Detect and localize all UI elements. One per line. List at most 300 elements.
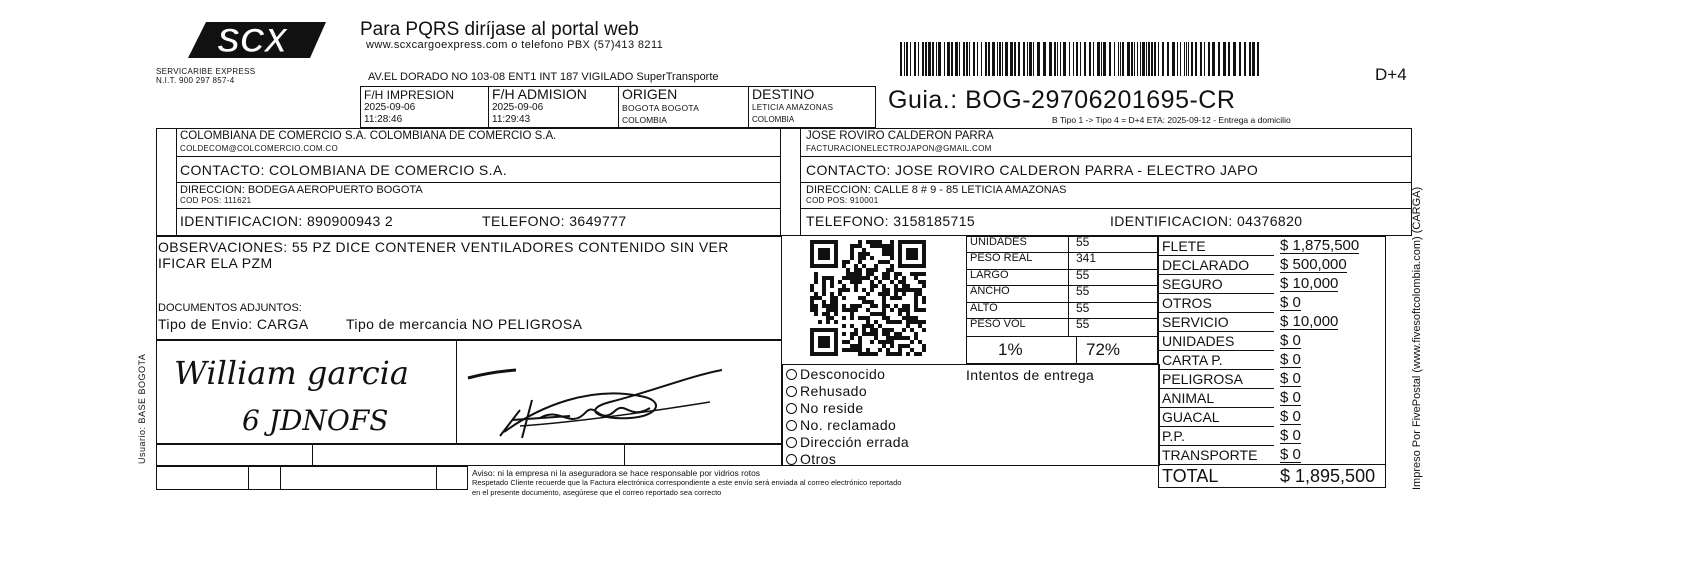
qr-module (814, 304, 818, 308)
qr-module (874, 328, 878, 332)
qr-module (906, 308, 910, 312)
qr-module (918, 324, 922, 328)
delivery-option[interactable] (786, 384, 867, 398)
qr-module (846, 276, 850, 280)
barcode-bar (1033, 42, 1034, 76)
charges-divider (1158, 312, 1274, 313)
qr-module (894, 272, 898, 276)
barcode-bar (922, 42, 924, 76)
qr-module (830, 300, 834, 304)
qr-module (858, 244, 862, 248)
barcode-bar (1037, 42, 1040, 76)
qr-module (878, 240, 882, 244)
measure-value: 341 (1076, 251, 1097, 265)
qr-module (890, 264, 894, 268)
barcode-bar (1002, 42, 1003, 76)
qr-module (886, 348, 890, 352)
qr-module (818, 320, 822, 324)
charge-value: $ 1,875,500 (1280, 237, 1360, 254)
qr-module (834, 320, 838, 324)
delivery-option[interactable] (786, 367, 885, 381)
barcode-bar (1093, 42, 1094, 76)
qr-module (850, 276, 854, 280)
qr-module (890, 336, 894, 340)
qr-module (830, 292, 834, 296)
total-value: $ 1,895,500 (1280, 466, 1376, 486)
qr-module (862, 252, 866, 256)
qr-module (898, 312, 902, 316)
qr-module (862, 296, 866, 300)
mercancia-type: Tipo de mercancia NO PELIGROSA (346, 316, 583, 332)
barcode-bar (936, 42, 937, 76)
qr-module (882, 312, 886, 316)
qr-module (850, 308, 854, 312)
qr-module (902, 308, 906, 312)
receiver-postal: COD POS: 910001 (806, 196, 879, 205)
envio-type: Tipo de Envio: CARGA (158, 316, 309, 332)
qr-module (858, 304, 862, 308)
qr-module (814, 292, 818, 296)
barcode-bar (1010, 42, 1013, 76)
qr-module (822, 288, 826, 292)
barcode-bar (1005, 42, 1008, 76)
barcode-bar (1023, 42, 1025, 76)
barcode-bar (928, 42, 931, 76)
barcode-bar (1177, 42, 1178, 76)
qr-module (886, 340, 890, 344)
qr-module (862, 352, 866, 356)
sender-email: COLDECOM@COLCOMERCIO.COM.CO (180, 144, 339, 153)
qr-module (898, 336, 902, 340)
qr-module (854, 304, 858, 308)
qr-module (834, 300, 838, 304)
qr-module (858, 268, 862, 272)
qr-module (870, 240, 874, 244)
qr-module (894, 276, 898, 280)
charges-divider (1158, 445, 1274, 446)
qr-module (902, 284, 906, 288)
barcode-bar (1118, 42, 1119, 76)
barcode-bar (1239, 42, 1241, 76)
documents-label: DOCUMENTOS ADJUNTOS: (158, 302, 302, 314)
qr-module (906, 316, 910, 320)
qr-module (910, 348, 914, 352)
qr-module (902, 288, 906, 292)
barcode-bar (1073, 42, 1074, 76)
barcode-bar (1080, 42, 1081, 76)
qr-module (834, 296, 838, 300)
info-origen-city: BOGOTA BOGOTA (622, 103, 700, 113)
qr-module (842, 304, 846, 308)
barcode-bar (959, 42, 960, 76)
company-address: AV.EL DORADO NO 103-08 ENT1 INT 187 VIGILADO SuperTransporte (368, 71, 719, 83)
qr-module (882, 288, 886, 292)
qr-module (878, 244, 882, 248)
barcode-bar (1233, 42, 1236, 76)
charge-value: $ 10,000 (1280, 313, 1339, 330)
qr-module (894, 352, 898, 356)
barcode-bar (944, 42, 945, 76)
qr-module (850, 332, 854, 336)
logo-text: SCX (217, 22, 287, 58)
qr-module (902, 280, 906, 284)
info-origen-title: ORIGEN (622, 86, 678, 102)
qr-module (874, 304, 878, 308)
qr-module (858, 296, 862, 300)
qr-module (874, 240, 878, 244)
signature-handwriting-2: 6 JDNOFS (242, 404, 389, 437)
barcode-bar (1223, 42, 1226, 76)
barcode-bar (1244, 42, 1246, 76)
qr-module (898, 288, 902, 292)
qr-module (858, 348, 862, 352)
qr-module (918, 280, 922, 284)
qr-module (890, 268, 894, 272)
info-destino-title: DESTINO (752, 86, 815, 102)
sender-id: IDENTIFICACION: 890900943 2 (180, 213, 394, 229)
qr-module (842, 316, 846, 320)
qr-module (886, 304, 890, 308)
qr-module (890, 340, 894, 344)
qr-module (906, 352, 910, 356)
barcode-bar (1195, 42, 1197, 76)
qr-module (874, 244, 878, 248)
qr-module (826, 304, 830, 308)
barcode-bar (988, 42, 990, 76)
charges-divider (1158, 407, 1274, 408)
barcode-bar (1200, 42, 1202, 76)
barcode-bar (904, 42, 905, 76)
qr-module (830, 280, 834, 284)
qr-module (906, 320, 910, 324)
charge-label: PELIGROSA (1162, 371, 1243, 387)
qr-finder (818, 336, 830, 348)
qr-module (898, 308, 902, 312)
receiver-contact: CONTACTO: JOSE ROVIRO CALDERON PARRA - ELECTRO JAPO (806, 162, 1259, 178)
qr-module (858, 280, 862, 284)
barcode-bar (1063, 42, 1066, 76)
qr-module (922, 300, 926, 304)
barcode-bar (1018, 42, 1020, 76)
qr-module (850, 244, 854, 248)
measure-label: ANCHO (970, 285, 1010, 297)
qr-module (830, 276, 834, 280)
qr-module (898, 344, 902, 348)
measure-label: UNIDADES (970, 236, 1027, 248)
barcode-bar (1142, 42, 1145, 76)
charge-label: SEGURO (1162, 276, 1223, 292)
qr-module (882, 328, 886, 332)
qr-module (922, 272, 926, 276)
footer-row-1 (156, 444, 782, 466)
measure-value: 55 (1076, 284, 1090, 298)
charge-value: $ 0 (1280, 332, 1301, 349)
measure-label: PESO REAL (970, 252, 1033, 264)
qr-module (826, 308, 830, 312)
charges-divider (1158, 388, 1274, 389)
qr-module (842, 276, 846, 280)
radio-circle-icon[interactable] (786, 369, 797, 380)
qr-module (870, 340, 874, 344)
qr-module (858, 256, 862, 260)
charges-divider (1158, 369, 1274, 370)
qr-module (870, 328, 874, 332)
receiver-phone: TELEFONO: 3158185715 (806, 213, 976, 229)
qr-module (866, 252, 870, 256)
qr-module (850, 280, 854, 284)
qr-module (866, 268, 870, 272)
qr-module (866, 276, 870, 280)
qr-module (842, 288, 846, 292)
qr-module (882, 276, 886, 280)
charge-value: $ 0 (1280, 294, 1301, 311)
qr-module (846, 340, 850, 344)
qr-module (854, 276, 858, 280)
qr-module (862, 256, 866, 260)
delivery-option-label: No reside (800, 400, 864, 416)
qr-module (906, 288, 910, 292)
qr-module (886, 272, 890, 276)
radio-circle-icon[interactable] (786, 386, 797, 397)
qr-module (810, 300, 814, 304)
barcode-bar (1134, 42, 1135, 76)
qr-module (882, 340, 886, 344)
barcode-bar (918, 42, 919, 76)
barcode-bar (1054, 42, 1056, 76)
barcode-bar (1188, 42, 1189, 76)
barcode-bar (1049, 42, 1052, 76)
qr-module (858, 252, 862, 256)
barcode-bar (1146, 42, 1147, 76)
qr-module (826, 276, 830, 280)
barcode-bar (900, 42, 902, 76)
radio-circle-icon[interactable] (786, 403, 797, 414)
qr-module (834, 308, 838, 312)
qr-module (878, 348, 882, 352)
qr-module (822, 312, 826, 316)
delivery-option[interactable] (786, 452, 836, 466)
qr-module (842, 332, 846, 336)
measure-value: 55 (1076, 268, 1090, 282)
info-origen-country: COLOMBIA (622, 115, 667, 125)
qr-module (918, 352, 922, 356)
qr-module (914, 292, 918, 296)
qr-module (886, 292, 890, 296)
qr-module (902, 276, 906, 280)
qr-module (878, 292, 882, 296)
barcode-bar (1089, 42, 1091, 76)
qr-module (846, 308, 850, 312)
observations-line2: IFICAR ELA PZM (158, 255, 273, 271)
qr-module (886, 268, 890, 272)
charge-value: $ 0 (1280, 408, 1301, 425)
barcode-bar (1120, 42, 1121, 76)
qr-module (850, 304, 854, 308)
qr-module (866, 316, 870, 320)
percent-2: 72% (1086, 340, 1121, 359)
barcode-bar (910, 42, 911, 76)
qr-module (874, 284, 878, 288)
qr-module (914, 320, 918, 324)
qr-module (858, 276, 862, 280)
measure-value: 55 (1076, 235, 1090, 249)
qr-module (918, 272, 922, 276)
company-nit: N.I.T. 900 297 857-4 (156, 76, 235, 85)
courier-signature (460, 346, 778, 442)
barcode-bar (1043, 42, 1046, 76)
qr-module (922, 348, 926, 352)
qr-module (854, 328, 858, 332)
qr-module (814, 312, 818, 316)
delivery-option-label: Desconocido (800, 366, 886, 382)
barcode-bar (1228, 42, 1230, 76)
qr-module (882, 292, 886, 296)
charge-label: GUACAL (1162, 409, 1220, 425)
qr-module (870, 352, 874, 356)
qr-module (850, 312, 854, 316)
barcode-bar (1084, 42, 1086, 76)
qr-module (866, 292, 870, 296)
qr-module (914, 300, 918, 304)
qr-module (870, 280, 874, 284)
qr-module (914, 304, 918, 308)
qr-module (886, 248, 890, 252)
barcode-bar (992, 42, 995, 76)
qr-module (842, 348, 846, 352)
qr-module (886, 252, 890, 256)
qr-module (830, 284, 834, 288)
qr-module (870, 332, 874, 336)
qr-module (894, 332, 898, 336)
barcode-bar (973, 42, 975, 76)
qr-module (878, 260, 882, 264)
receiver-email: FACTURACIONELECTROJAPON@GMAIL.COM (806, 144, 992, 153)
barcode-bar (1148, 42, 1150, 76)
charge-value: $ 500,000 (1280, 256, 1347, 273)
qr-module (922, 328, 926, 332)
qr-module (850, 252, 854, 256)
qr-module (854, 288, 858, 292)
qr-module (890, 280, 894, 284)
qr-module (890, 344, 894, 348)
barcode-bar (1158, 42, 1159, 76)
barcode-bar (1127, 42, 1130, 76)
qr-module (850, 248, 854, 252)
delivery-option[interactable] (786, 418, 896, 432)
barcode-bar (1204, 42, 1205, 76)
charges-divider (1158, 331, 1274, 332)
qr-module (822, 300, 826, 304)
qr-module (886, 332, 890, 336)
qr-module (886, 244, 890, 248)
qr-module (854, 264, 858, 268)
qr-module (906, 344, 910, 348)
qr-module (858, 344, 862, 348)
qr-module (842, 284, 846, 288)
radio-circle-icon[interactable] (786, 437, 797, 448)
qr-module (898, 332, 902, 336)
qr-module (826, 320, 830, 324)
charge-label: OTROS (1162, 295, 1212, 311)
qr-module (910, 320, 914, 324)
sender-phone: TELEFONO: 3649777 (482, 213, 627, 229)
radio-circle-icon[interactable] (786, 454, 797, 465)
qr-module (814, 276, 818, 280)
qr-module (866, 240, 870, 244)
qr-module (886, 352, 890, 356)
observations-line1: OBSERVACIONES: 55 PZ DICE CONTENER VENTILADORES CONTENIDO SIN VER (158, 239, 729, 255)
qr-module (810, 304, 814, 308)
qr-module (922, 296, 926, 300)
barcode-bar (1257, 42, 1259, 76)
qr-module (894, 288, 898, 292)
qr-module (842, 340, 846, 344)
barcode (900, 42, 1260, 76)
qr-module (838, 292, 842, 296)
qr-module (842, 296, 846, 300)
qr-module (906, 284, 910, 288)
qr-module (862, 332, 866, 336)
qr-module (862, 264, 866, 268)
qr-module (854, 268, 858, 272)
radio-circle-icon[interactable] (786, 420, 797, 431)
qr-module (910, 288, 914, 292)
qr-module (902, 336, 906, 340)
info-admision-date: 2025-09-06 (492, 102, 544, 113)
company-logo (188, 22, 326, 58)
qr-module (830, 304, 834, 308)
receiver-name: JOSE ROVIRO CALDERON PARRA (806, 130, 994, 142)
qr-module (922, 320, 926, 324)
qr-module (894, 336, 898, 340)
delivery-option[interactable] (786, 401, 864, 415)
qr-module (914, 288, 918, 292)
qr-module (906, 304, 910, 308)
qr-code (810, 240, 930, 358)
qr-module (882, 296, 886, 300)
qr-module (870, 284, 874, 288)
qr-module (870, 312, 874, 316)
qr-module (890, 328, 894, 332)
qr-module (882, 304, 886, 308)
receiver-signature (172, 346, 442, 442)
qr-module (826, 316, 830, 320)
qr-module (898, 352, 902, 356)
qr-module (854, 284, 858, 288)
qr-module (902, 328, 906, 332)
charge-value: $ 0 (1280, 389, 1301, 406)
qr-module (882, 344, 886, 348)
sender-address: DIRECCION: BODEGA AEROPUERTO BOGOTA (180, 184, 423, 196)
qr-module (810, 284, 814, 288)
qr-module (870, 244, 874, 248)
charges-divider (1158, 293, 1274, 294)
barcode-bar (1154, 42, 1156, 76)
qr-module (874, 352, 878, 356)
qr-module (910, 316, 914, 320)
barcode-bar (1140, 42, 1141, 76)
qr-module (870, 268, 874, 272)
qr-module (894, 320, 898, 324)
qr-module (874, 264, 878, 268)
qr-module (878, 340, 882, 344)
qr-module (866, 352, 870, 356)
qr-module (862, 316, 866, 320)
charge-value: $ 0 (1280, 446, 1301, 463)
user-base: Usuario: BASE BOGOTA (137, 353, 147, 464)
qr-module (810, 296, 814, 300)
delivery-option[interactable] (786, 435, 909, 449)
